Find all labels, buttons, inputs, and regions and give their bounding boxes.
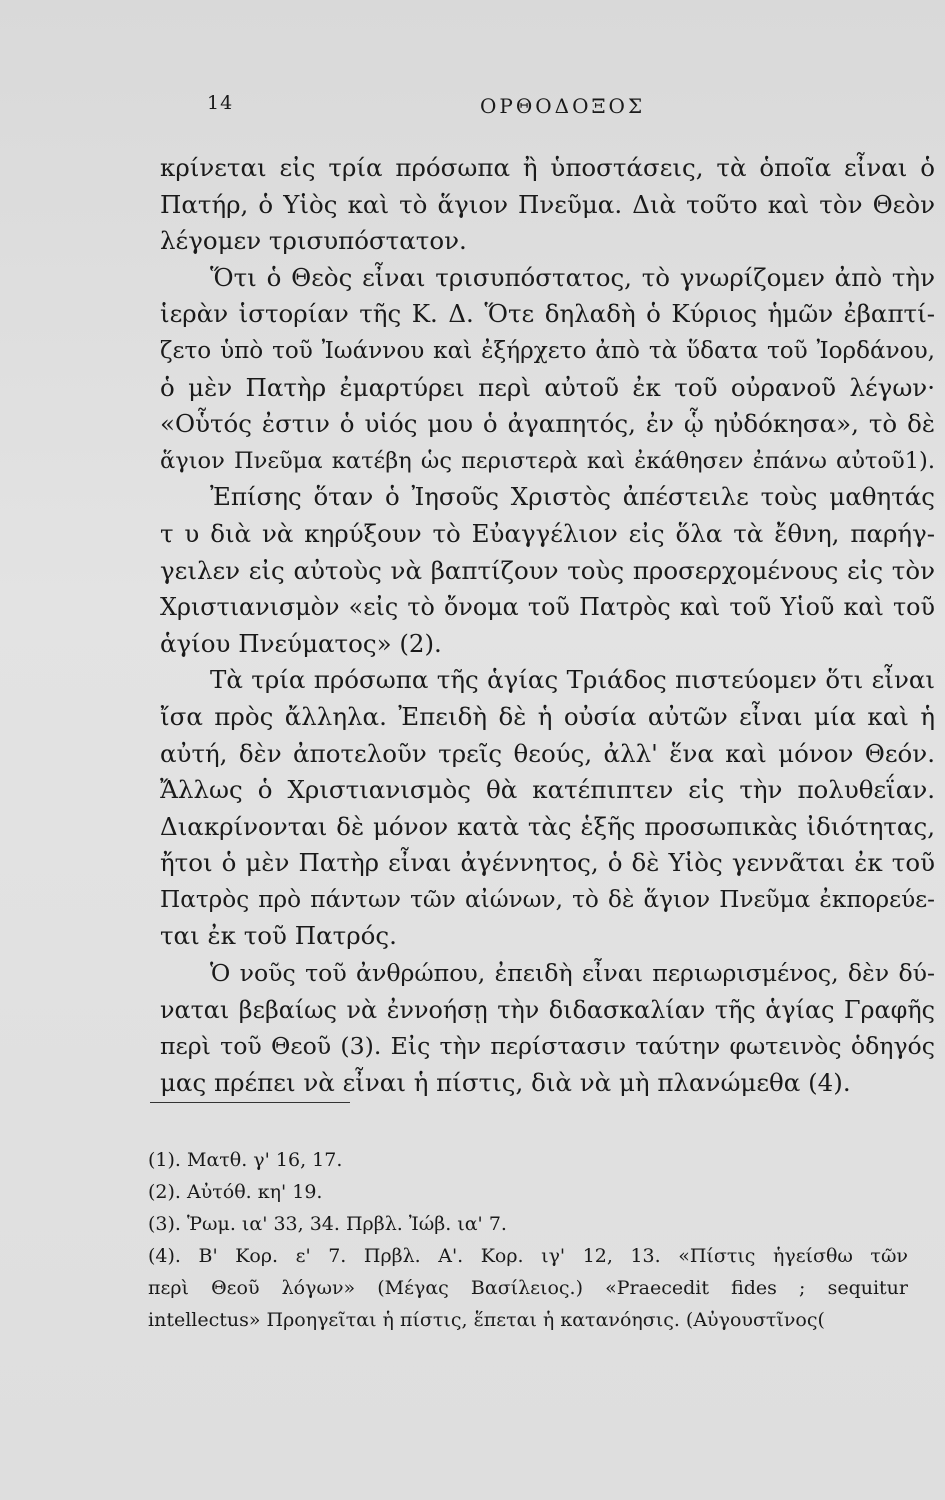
text-line: Ὅτι ὁ Θεὸς εἶναι τρισυπόστατος, τὸ γνωρίζομεν ἀπὸ τὴν — [210, 262, 935, 292]
text-line: Τὰ τρία πρόσωπα τῆς ἁγίας Τριάδος πιστεύομεν ὅτι εἶναι — [210, 665, 935, 695]
text-line: Διακρίνονται δὲ μόνον κατὰ τὰς ἑξῆς προσωπικὰς ἰδιότητας, — [160, 811, 935, 841]
page-number: 14 — [207, 92, 234, 114]
text-line: Ὁ νοῦς τοῦ ἀνθρώπου, ἐπειδὴ εἶναι περιωρισμένος, δὲν δύ- — [210, 959, 935, 988]
text-line: κρίνεται εἰς τρία πρόσωπα ἢ ὑποστάσεις, τὰ ὁποῖα εἶναι ὁ — [160, 153, 935, 182]
footnote-divider — [150, 1102, 350, 1103]
text-line: ζετο ὑπὸ τοῦ Ἰωάννου καὶ ἐξήρχετο ἀπὸ τὰ ὕδατα τοῦ Ἰορδάνου, — [160, 337, 935, 364]
text-line: Ἄλλως ὁ Χριστιανισμὸς θὰ κατέπιπτεν εἰς τὴν πολυθεΐαν. — [160, 775, 935, 805]
text-line: ἱερὰν ἱστορίαν τῆς Κ. Δ. Ὅτε δηλαδὴ ὁ Κύριος ἡμῶν ἐβαπτί- — [160, 299, 935, 329]
text-line: γειλεν εἰς αὐτοὺς νὰ βαπτίζουν τοὺς προσερχομένους εἰς τὸν — [160, 555, 935, 585]
text-line: «Οὗτός ἐστιν ὁ υἱός μου ὁ ἀγαπητός, ἐν ᾧ ηὐδόκησα», τὸ δὲ — [160, 409, 935, 439]
text-line: ται ἐκ τοῦ Πατρός. — [160, 921, 397, 951]
text-line: ὁ μὲν Πατὴρ ἐμαρτύρει περὶ αὐτοῦ ἐκ τοῦ οὐρανοῦ λέγων· — [160, 372, 935, 402]
text-line: ἁγίου Πνεύματος» (2). — [160, 628, 442, 658]
footnote: (2). Αὐτόθ. κη' 19. — [148, 1181, 323, 1203]
footnote: (4). Β' Κορ. ε' 7. Πρβλ. Α'. Κορ. ιγ' 12, 13. «Πίστις ἡγείσθω τῶν — [148, 1245, 908, 1267]
text-line: ἅγιον Πνεῦμα κατέβη ὡς περιστερὰ καὶ ἐκάθησεν ἐπάνω αὐτοῦ1). — [160, 447, 935, 474]
footnote: περὶ Θεοῦ λόγων» (Μέγας Βασίλειος.) «Praecedit fides ; sequitur — [148, 1277, 908, 1299]
running-title: ΟΡΘΟΔΟΞΟΣ — [480, 94, 646, 118]
text-line: Ἐπίσης ὅταν ὁ Ἰησοῦς Χριστὸς ἀπέστειλε τοὺς μαθητάς — [210, 482, 935, 512]
text-line: μας πρέπει νὰ εἶναι ἡ πίστις, διὰ νὰ μὴ πλανώμεθα (4). — [160, 1067, 851, 1097]
text-line: αὐτή, δὲν ἀποτελοῦν τρεῖς θεούς, ἀλλ' ἕνα καὶ μόνον Θεόν. — [160, 738, 935, 768]
footnote: (3). Ῥωμ. ια' 33, 34. Πρβλ. Ἰώβ. ια' 7. — [148, 1213, 507, 1235]
text-line: Πατήρ, ὁ Υἱὸς καὶ τὸ ἅγιον Πνεῦμα. Διὰ τοῦτο καὶ τὸν Θεὸν — [160, 189, 935, 219]
page-header — [0, 92, 945, 122]
text-line: λέγομεν τρισυπόστατον. — [160, 226, 467, 256]
text-line: περὶ τοῦ Θεοῦ (3). Εἰς τὴν περίστασιν ταύτην φωτεινὸς ὁδηγός — [160, 1032, 935, 1061]
footnote: intellectus» Προηγεῖται ἡ πίστις, ἕπεται ἡ κατανόησις. (Αὐγουστῖνος( — [148, 1309, 825, 1331]
footnote: (1). Ματθ. γ' 16, 17. — [148, 1149, 343, 1171]
text-line: Χριστιανισμὸν «εἰς τὸ ὄνομα τοῦ Πατρὸς καὶ τοῦ Υἱοῦ καὶ τοῦ — [160, 593, 935, 622]
text-line: ἴσα πρὸς ἄλληλα. Ἐπειδὴ δὲ ἡ οὐσία αὐτῶν εἶναι μία καὶ ἡ — [160, 701, 935, 731]
text-line: ἤτοι ὁ μὲν Πατὴρ εἶναι ἀγέννητος, ὁ δὲ Υἱὸς γεννᾶται ἐκ τοῦ — [160, 848, 935, 878]
footnotes — [148, 1144, 908, 1336]
text-line: ναται βεβαίως νὰ ἐννοήσῃ τὴν διδασκαλίαν τῆς ἁγίας Γραφῆς — [160, 995, 935, 1024]
text-line: Πατρὸς πρὸ πάντων τῶν αἰώνων, τὸ δὲ ἅγιον Πνεῦμα ἐκπορεύε- — [160, 885, 935, 913]
body-text — [160, 150, 935, 1101]
text-line: τ υ διὰ νὰ κηρύξουν τὸ Εὐαγγέλιον εἰς ὅλα τὰ ἔθνη, παρήγ- — [160, 518, 935, 548]
